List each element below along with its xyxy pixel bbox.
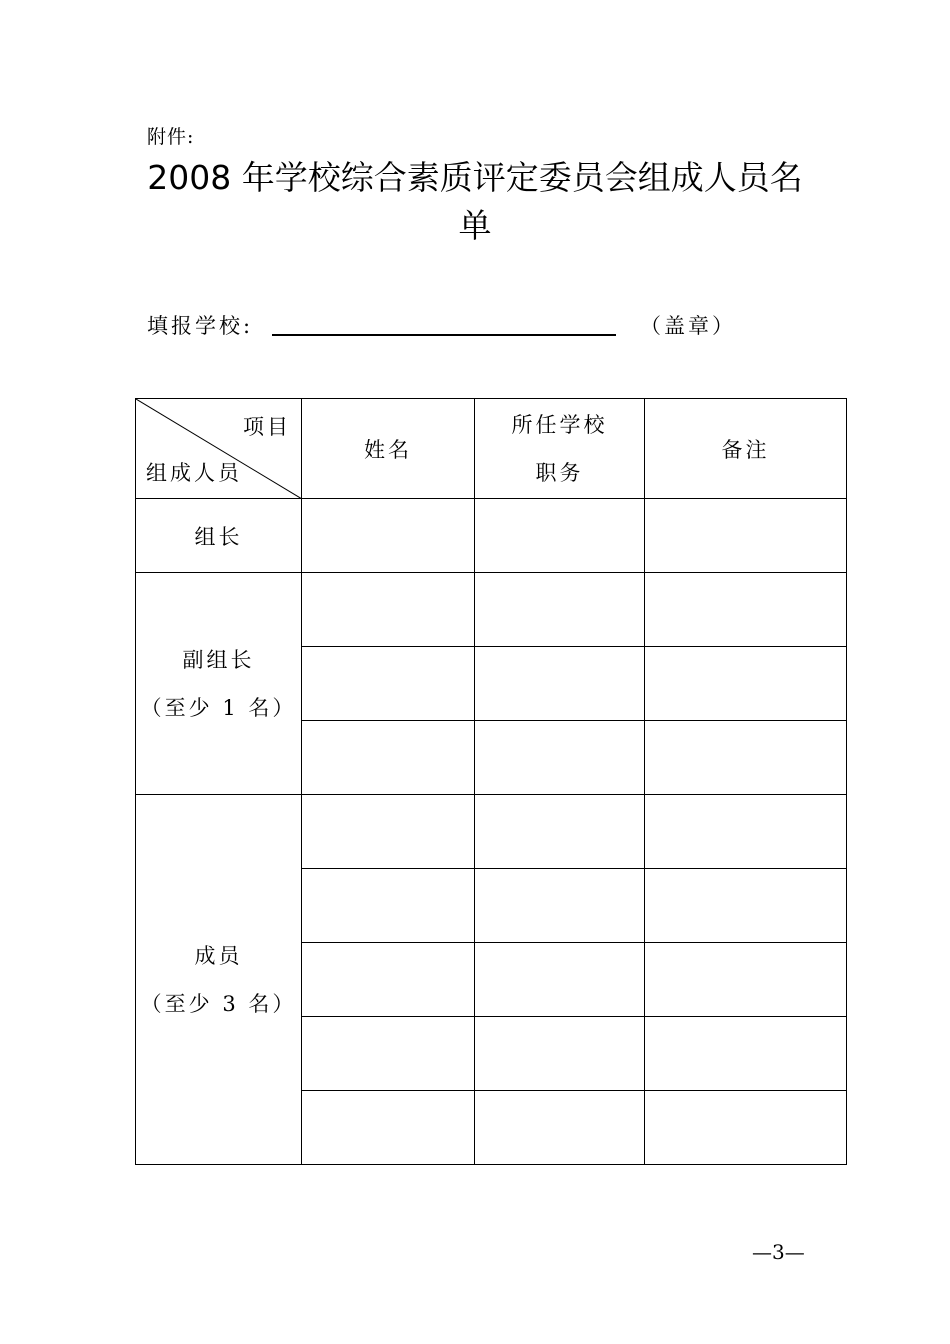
cell-position[interactable] xyxy=(475,1091,645,1165)
row-label-member-line1: 成员 xyxy=(194,943,243,968)
header-position-line2: 职务 xyxy=(535,460,584,485)
table-header-row xyxy=(136,399,847,499)
table-row-deputy xyxy=(136,573,847,647)
header-members-label: 组成人员 xyxy=(146,461,242,485)
page-title: 2008 年学校综合素质评定委员会组成人员名 xyxy=(147,158,803,197)
header-position xyxy=(475,399,645,499)
row-label-member-line2: （至少 3 名） xyxy=(140,991,297,1016)
row-label-deputy-line2: （至少 1 名） xyxy=(140,695,297,720)
table-row-leader xyxy=(136,499,847,573)
cell-name[interactable] xyxy=(302,943,475,1017)
header-position-line1: 所任学校 xyxy=(511,412,608,437)
page-title-continued: 单 xyxy=(458,206,492,245)
school-field-blank[interactable] xyxy=(272,334,616,336)
cell-position[interactable] xyxy=(475,795,645,869)
page-number: —3— xyxy=(752,1240,805,1264)
row-label-member xyxy=(136,795,302,1165)
cell-remarks[interactable] xyxy=(645,869,847,943)
cell-name[interactable] xyxy=(302,573,475,647)
cell-position[interactable] xyxy=(475,499,645,573)
cell-remarks[interactable] xyxy=(645,795,847,869)
cell-name[interactable] xyxy=(302,869,475,943)
row-label-leader: 组长 xyxy=(136,499,302,573)
row-label-deputy xyxy=(136,573,302,795)
cell-remarks[interactable] xyxy=(645,943,847,1017)
table-row-member xyxy=(136,795,847,869)
cell-name[interactable] xyxy=(302,1017,475,1091)
cell-remarks[interactable] xyxy=(645,1091,847,1165)
row-label-deputy-line1: 副组长 xyxy=(182,647,255,672)
header-remarks: 备注 xyxy=(645,399,847,499)
cell-remarks[interactable] xyxy=(645,721,847,795)
header-item-label: 项目 xyxy=(243,415,291,439)
cell-remarks[interactable] xyxy=(645,499,847,573)
school-field-label: 填报学校: xyxy=(147,314,254,338)
cell-position[interactable] xyxy=(475,721,645,795)
header-name: 姓名 xyxy=(302,399,475,499)
cell-name[interactable] xyxy=(302,721,475,795)
cell-name[interactable] xyxy=(302,1091,475,1165)
cell-remarks[interactable] xyxy=(645,573,847,647)
cell-name[interactable] xyxy=(302,795,475,869)
cell-remarks[interactable] xyxy=(645,1017,847,1091)
cell-remarks[interactable] xyxy=(645,647,847,721)
cell-position[interactable] xyxy=(475,869,645,943)
committee-table xyxy=(135,398,847,1165)
cell-position[interactable] xyxy=(475,647,645,721)
cell-position[interactable] xyxy=(475,943,645,1017)
cell-name[interactable] xyxy=(302,499,475,573)
cell-name[interactable] xyxy=(302,647,475,721)
diagonal-header-cell xyxy=(136,399,302,499)
seal-label: （盖章） xyxy=(640,314,736,338)
cell-position[interactable] xyxy=(475,573,645,647)
cell-position[interactable] xyxy=(475,1017,645,1091)
attachment-label: 附件: xyxy=(147,126,195,148)
